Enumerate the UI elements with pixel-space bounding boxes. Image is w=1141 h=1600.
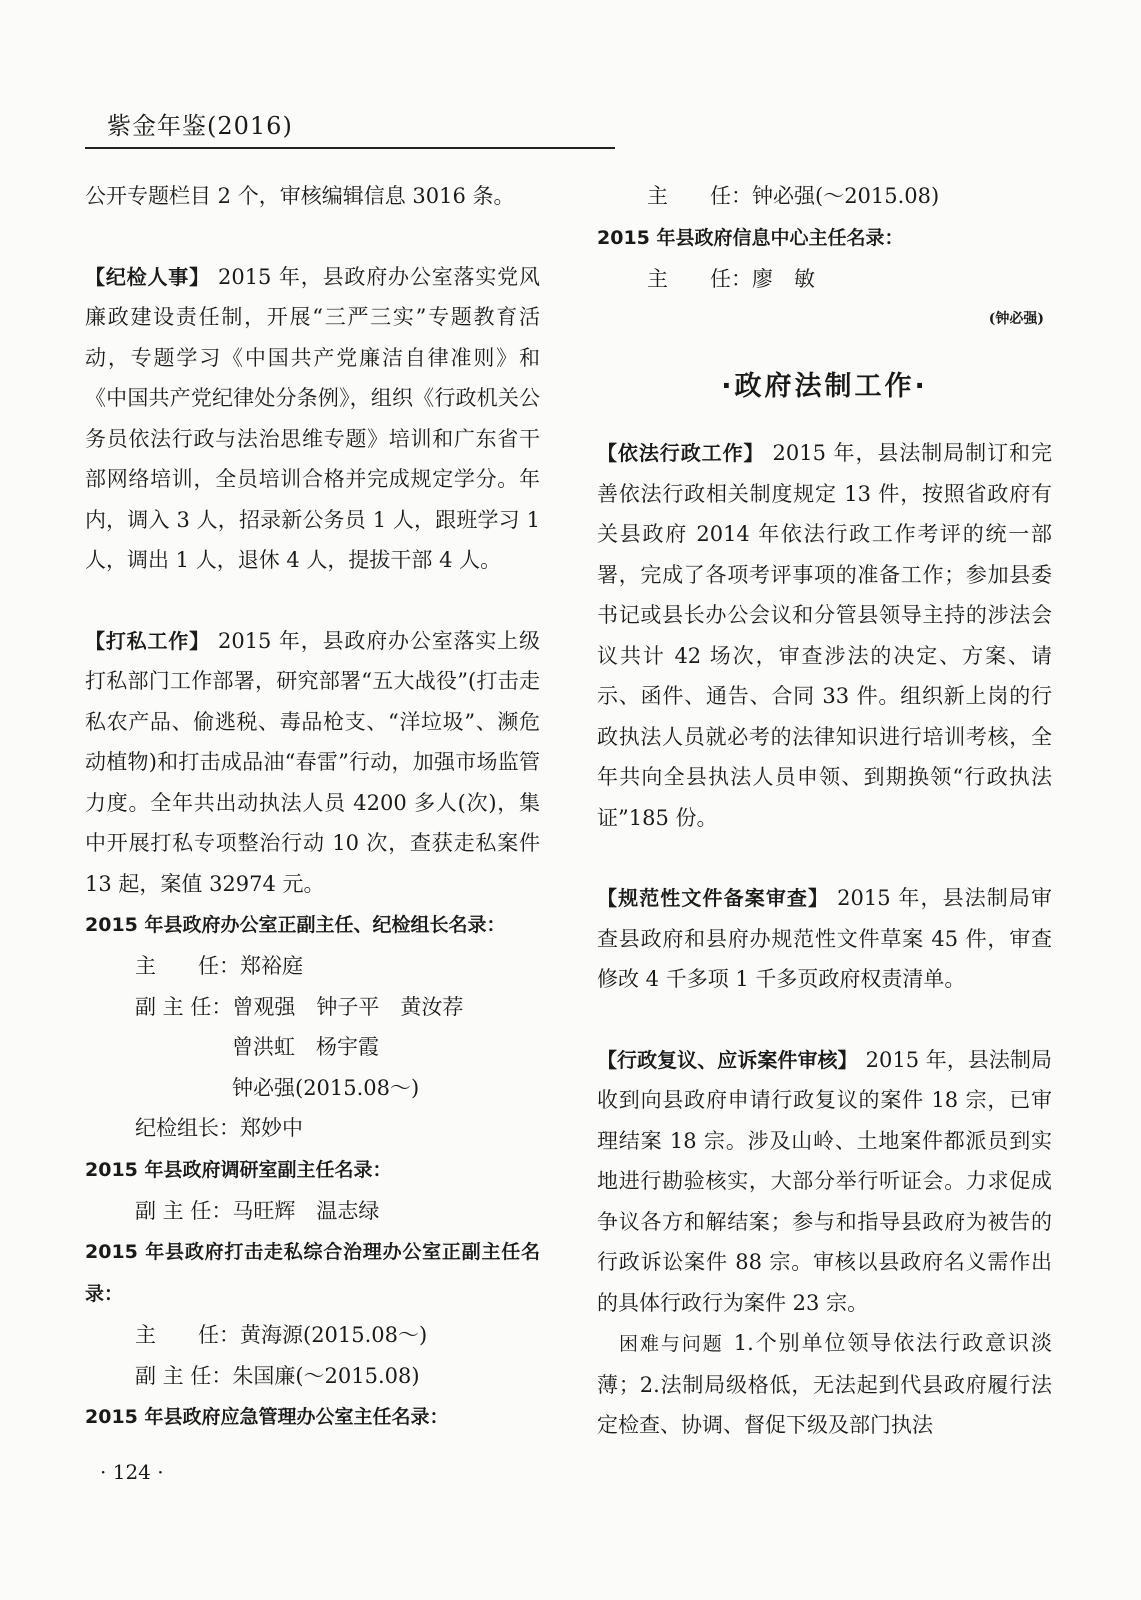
problems-text: 1.个别单位领导依法行政意识淡薄；2.法制局级格低，无法起到代县政府履行法定检查、协调、督促下级及部门执法 bbox=[597, 1331, 1052, 1437]
yifa-paragraph bbox=[597, 433, 1052, 838]
roster-line: 主 任：黄海源(2015.08～) bbox=[135, 1323, 428, 1347]
header-rule bbox=[85, 147, 615, 149]
running-header: 紫金年鉴(2016) bbox=[107, 112, 293, 140]
dasi-paragraph bbox=[85, 621, 540, 905]
guifan-paragraph bbox=[597, 878, 1052, 1000]
roster-line: 主 任：廖 敏 bbox=[647, 266, 815, 291]
section-title: ·政府法制工作· bbox=[721, 371, 928, 402]
roster-line: 副 主 任：朱国廉(～2015.08) bbox=[135, 1363, 420, 1388]
left-column bbox=[85, 176, 540, 1438]
problems-paragraph bbox=[597, 1323, 1052, 1446]
author-signature: (钟必强) bbox=[988, 311, 1044, 327]
page-number: · 124 · bbox=[100, 1460, 164, 1484]
guifan-tag: 【规范性文件备案审查】 bbox=[597, 886, 830, 910]
yifa-tag: 【依法行政工作】 bbox=[597, 441, 765, 465]
right-column bbox=[597, 176, 1052, 1446]
roster-line: 副 主 任：曾观强 钟子平 黄汝荐 bbox=[135, 994, 464, 1019]
roster-line: 纪检组长：郑妙中 bbox=[135, 1116, 303, 1140]
guifan-text: 2015 年，县法制局审查县政府和县府办规范性文件草案 45 件，审查修改 4 千多项 1 千多页政府权责清单。 bbox=[597, 886, 1053, 991]
problems-label: 困难与问题 bbox=[619, 1333, 724, 1355]
jijian-tag: 【纪检人事】 bbox=[85, 264, 210, 289]
jijian-text: 2015 年，县政府办公室落实党风廉政建设责任制，开展“三严三实”专题教育活动，专题学习《中国共产党廉洁自律准则》和《中国共产党纪律处分条例》，组织《行政机关公务员依法行政与法治思维专题》培训和广东省干部网络培训，全员培训合格并完成规定学分。年内，调入 3 人，招录新公务员 1 人，跟班学习 1 人，调出 1 人，退休 4 人，提拔干部 4 人。 bbox=[85, 264, 541, 572]
office-roster-title: 2015 年县政府办公室正副主任、纪检组长名录： bbox=[85, 914, 506, 936]
dasi-text: 2015 年，县政府办公室落实上级打私部门工作部署，研究部署“五大战役”(打击走私农产品、偷逃税、毒品枪支、“洋垃圾”、濒危动植物)和打击成品油“春雷”行动，加强市场监管力度。全年共出动执法人员 4200 多人(次)，集中开展打私专项整治行动 10 次，查获走私案件 13 起，案值 32974 元。 bbox=[85, 628, 541, 896]
fuyi-text: 2015 年，县法制局收到向县政府申请行政复议的案件 18 宗，已审理结案 18 宗。涉及山岭、土地案件都派员到实地进行勘验核实，大部分举行听证会。力求促成争议各方和解结案；参与和指导县政府为被告的行政诉讼案件 88 宗。审核以县政府名义需作出的具体行政行为案件 23 宗。 bbox=[597, 1047, 1053, 1315]
research-roster-title: 2015 年县政府调研室副主任名录： bbox=[85, 1158, 392, 1181]
antismuggling-roster-title: 2015 年县政府打击走私综合治理办公室正副主任名录： bbox=[85, 1241, 540, 1305]
info-center-roster-title: 2015 年县政府信息中心主任名录： bbox=[597, 226, 904, 249]
jijian-paragraph bbox=[85, 257, 540, 581]
yifa-text: 2015 年，县法制局制订和完善依法行政相关制度规定 13 件，按照省政府有关县政府 2014 年依法行政工作考评的统一部署，完成了各项考评事项的准备工作；参加县委书记或县长办公会议和分管县领导主持的涉法会议共计 42 场次，审查涉法的决定、方案、请示、函件、通告、合同 33 件。组织新上岗的行政执法人员就必考的法律知识进行培训考核，全年共向全县执法人员申领、到期换领“行政执法证”185 份。 bbox=[597, 441, 1052, 830]
fuyi-paragraph bbox=[597, 1040, 1052, 1324]
intro-paragraph: 公开专题栏目 2 个，审核编辑信息 3016 条。 bbox=[85, 184, 515, 208]
roster-line: 主 任：郑裕庭 bbox=[135, 954, 303, 978]
emergency-roster-title: 2015 年县政府应急管理办公室主任名录： bbox=[85, 1406, 449, 1428]
roster-line: 曾洪虹 杨宇霞 bbox=[232, 1035, 379, 1059]
roster-line: 钟必强(2015.08～) bbox=[232, 1075, 420, 1100]
dasi-tag: 【打私工作】 bbox=[85, 628, 210, 653]
roster-line: 主 任：钟必强(～2015.08) bbox=[647, 184, 940, 208]
fuyi-tag: 【行政复议、应诉案件审核】 bbox=[597, 1047, 858, 1072]
roster-line: 副 主 任：马旺辉 温志绿 bbox=[135, 1198, 380, 1223]
